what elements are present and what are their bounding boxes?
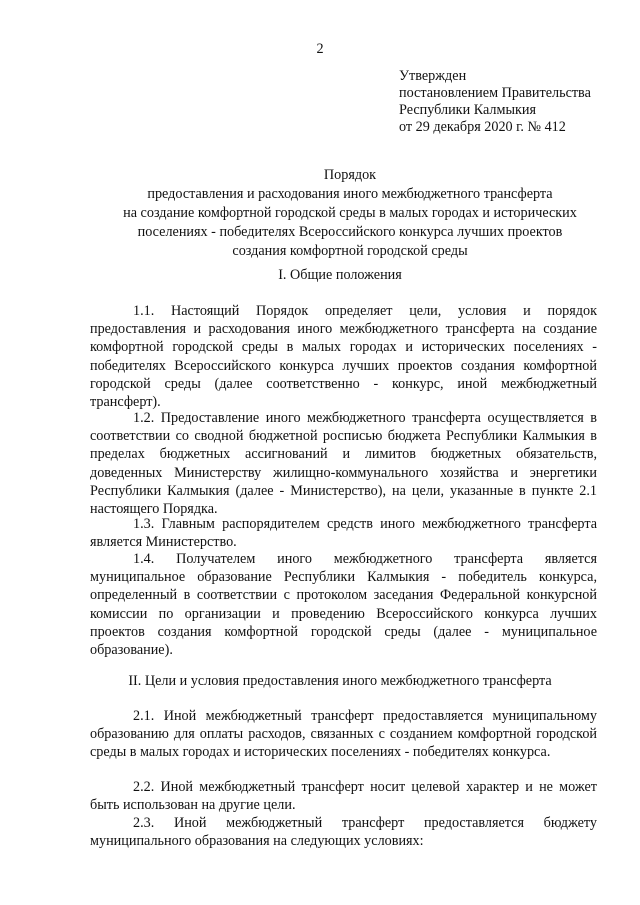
paragraph-text: 1.4. Получателем иного межбюджетного трансферта является муниципальное образование Республики Калмыкия - победитель конкурса, определенный в соответствии с протоколом заседания Федеральной конкурсной комиссии по организации и проведению Всероссийского конкурса лучших проектов создания комфортной городской среды (далее - муниципальное образование). xyxy=(90,551,597,659)
approval-line: постановлением Правительства xyxy=(399,85,591,101)
paragraph-text: 1.3. Главным распорядителем средств иного межбюджетного трансферта является Министерство. xyxy=(90,516,597,551)
section-heading-1: I. Общие положения xyxy=(278,267,402,283)
title-line: поселениях - победителях Всероссийского конкурса лучших проектов xyxy=(137,224,563,240)
paragraph-text: 1.2. Предоставление иного межбюджетного трансферта осуществляется в соответствии со сводной бюджетной росписью бюджета Республики Калмыкия в пределах бюджетных ассигнований и лимитов бюджетных обязательств, доведенных Министерству жилищно-коммунального хозяйства и энергетики Республики Калмыкия (далее - Министерство), на цели, указанные в пункте 2.1 настоящего Порядка. xyxy=(90,410,597,518)
approval-line: от 29 декабря 2020 г. № 412 xyxy=(399,119,566,135)
title-line: Порядок xyxy=(323,167,377,183)
title-line: предоставления и расходования иного межбюджетного трансферта xyxy=(147,186,553,202)
paragraph-2-2 xyxy=(90,778,597,814)
paragraph-text: 1.1. Настоящий Порядок определяет цели, условия и порядок предоставления и расходования иного межбюджетного трансферта на создание комфортной городской среды в малых городах и исторических поселениях - победителях Всероссийского конкурса лучших проектов создания комфортной городской среды (далее соответственно - конкурс, иной межбюджетный трансферт). xyxy=(90,303,597,411)
approval-stamp xyxy=(399,68,629,136)
paragraph-text: 2.3. Иной межбюджетный трансферт предоставляется бюджету муниципального образования на следующих условиях: xyxy=(90,815,597,850)
paragraph-1-4 xyxy=(90,550,597,659)
document-title xyxy=(60,166,640,261)
approval-line: Утвержден xyxy=(399,68,467,84)
page-number: 2 xyxy=(316,41,324,57)
paragraph-1-1 xyxy=(90,302,597,411)
title-line: создания комфортной городской среды xyxy=(232,243,468,259)
paragraph-2-3 xyxy=(90,814,597,850)
section-heading-2: II. Цели и условия предоставления иного межбюджетного трансферта xyxy=(128,673,552,689)
paragraph-text: 2.2. Иной межбюджетный трансферт носит целевой характер и не может быть использован на другие цели. xyxy=(90,779,597,814)
paragraph-1-2 xyxy=(90,409,597,518)
paragraph-2-1 xyxy=(90,707,597,762)
paragraph-1-3 xyxy=(90,515,597,551)
title-line: на создание комфортной городской среды в малых городах и исторических xyxy=(123,205,577,221)
approval-line: Республики Калмыкия xyxy=(399,102,537,118)
paragraph-text: 2.1. Иной межбюджетный трансферт предоставляется муниципальному образованию для оплаты расходов, связанных с созданием комфортной городской среды в малых городах и исторических поселениях - победителях конкурса. xyxy=(90,708,597,761)
